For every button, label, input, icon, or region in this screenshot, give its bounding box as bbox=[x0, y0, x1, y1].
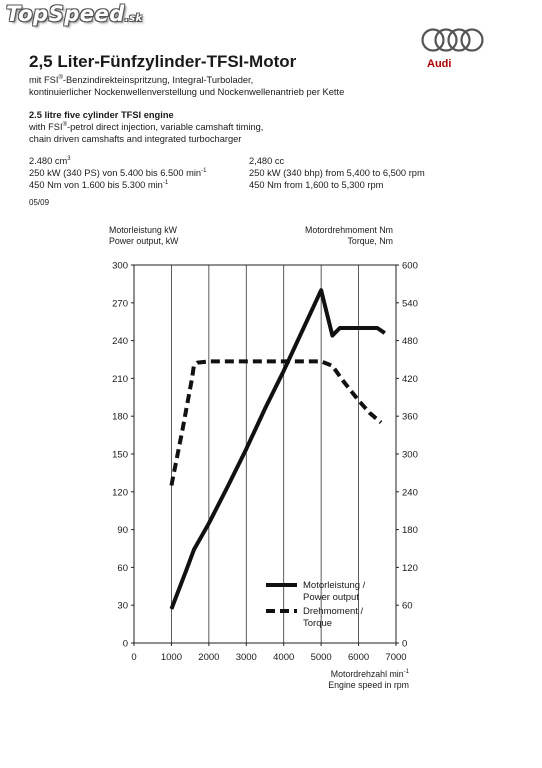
tick-label-y-left: 60 bbox=[117, 562, 128, 574]
tick-label-y-right: 240 bbox=[402, 487, 418, 499]
spec-torque-de: 450 Nm von 1.600 bis 5.300 $\min^{-1}$ bbox=[29, 180, 169, 190]
watermark-suffix: .sk bbox=[124, 13, 143, 24]
page-title: 2,5 Liter-Fünfzylinder-TFSI-Motor bbox=[29, 52, 297, 71]
tick-label-x: 0 bbox=[131, 652, 137, 663]
legend-label-en: Power output bbox=[303, 592, 359, 603]
tick-label-x: 7000 bbox=[385, 652, 407, 663]
tick-label-x: 1000 bbox=[160, 652, 182, 663]
tick-label-y-left: 180 bbox=[112, 411, 128, 423]
spec-power-en: 250 kW (340 bhp) from 5,400 to 6,500 rpm bbox=[249, 168, 425, 178]
y-right-title-en: Torque, Nm bbox=[347, 236, 393, 246]
en-description-line-2: chain driven camshafts and integrated turbocharger bbox=[29, 134, 242, 144]
tick-label-x: 3000 bbox=[235, 652, 257, 663]
tick-label-y-right: 480 bbox=[402, 336, 418, 348]
tick-label-y-left: 270 bbox=[112, 298, 128, 310]
legend-label-en: Torque bbox=[303, 618, 333, 629]
legend-label-de: Drehmoment / bbox=[303, 606, 364, 617]
legend-label-de: Motorleistung / bbox=[303, 580, 366, 591]
spec-displacement-de: 2.480 $cm^3$ bbox=[29, 156, 71, 166]
tick-label-y-left: 300 bbox=[112, 260, 128, 272]
tick-label-y-right: 420 bbox=[402, 373, 418, 385]
spec-power-de: 250 kW (340 PS) von 5.400 bis 6.500 $\min^{-1}$ bbox=[29, 168, 207, 178]
tick-label-y-right: 180 bbox=[402, 525, 418, 537]
tick-label-y-left: 0 bbox=[122, 638, 128, 650]
de-description-line-2: kontinuierlicher Nockenwellenverstellung und Nockenwellenantrieb per Kette bbox=[29, 87, 345, 97]
en-description-line-1: with FSI®-petrol direct injection, variable camshaft timing, bbox=[29, 122, 264, 132]
x-title-de: Motordrehzahl $\min^{-1}$ bbox=[330, 669, 409, 679]
tick-label-y-left: 120 bbox=[112, 487, 128, 499]
tick-label-y-left: 90 bbox=[117, 525, 128, 537]
spec-torque-en: 450 Nm from 1,600 to 5,300 rpm bbox=[249, 180, 384, 190]
x-title-en: Engine speed in rpm bbox=[328, 680, 409, 690]
tick-label-x: 5000 bbox=[310, 652, 332, 663]
watermark-text: TopSpeed bbox=[6, 2, 125, 26]
tick-label-y-right: 360 bbox=[402, 411, 418, 423]
tick-label-y-right: 600 bbox=[402, 260, 418, 272]
tick-label-y-left: 150 bbox=[112, 449, 128, 461]
tick-label-y-left: 30 bbox=[117, 600, 128, 612]
tick-label-y-left: 240 bbox=[112, 336, 128, 348]
en-subtitle: 2.5 litre five cylinder TFSI engine bbox=[29, 110, 174, 120]
torque-series-line bbox=[171, 361, 381, 485]
y-left-title-de: Motorleistung kW bbox=[109, 225, 177, 235]
y-left-title-en: Power output, kW bbox=[109, 236, 179, 246]
tick-label-y-right: 300 bbox=[402, 449, 418, 461]
tick-label-y-left: 210 bbox=[112, 373, 128, 385]
tick-label-y-right: 120 bbox=[402, 562, 418, 574]
power-series-line bbox=[171, 290, 384, 609]
tick-label-y-right: 60 bbox=[402, 600, 413, 612]
spec-displacement-en: 2,480 cc bbox=[249, 156, 285, 166]
de-description-line-1: mit FSI®-Benzindirekteinspritzung, Integral-Turbolader, bbox=[29, 75, 254, 85]
date-label: 05/09 bbox=[29, 198, 50, 207]
tick-label-y-right: 0 bbox=[402, 638, 408, 650]
tick-label-x: 4000 bbox=[273, 652, 295, 663]
tick-label-x: 2000 bbox=[198, 652, 220, 663]
tick-label-x: 6000 bbox=[348, 652, 370, 663]
tick-label-y-right: 540 bbox=[402, 298, 418, 310]
y-right-title-de: Motordrehmoment Nm bbox=[305, 225, 393, 235]
audi-logo-text: Audi bbox=[427, 58, 452, 70]
